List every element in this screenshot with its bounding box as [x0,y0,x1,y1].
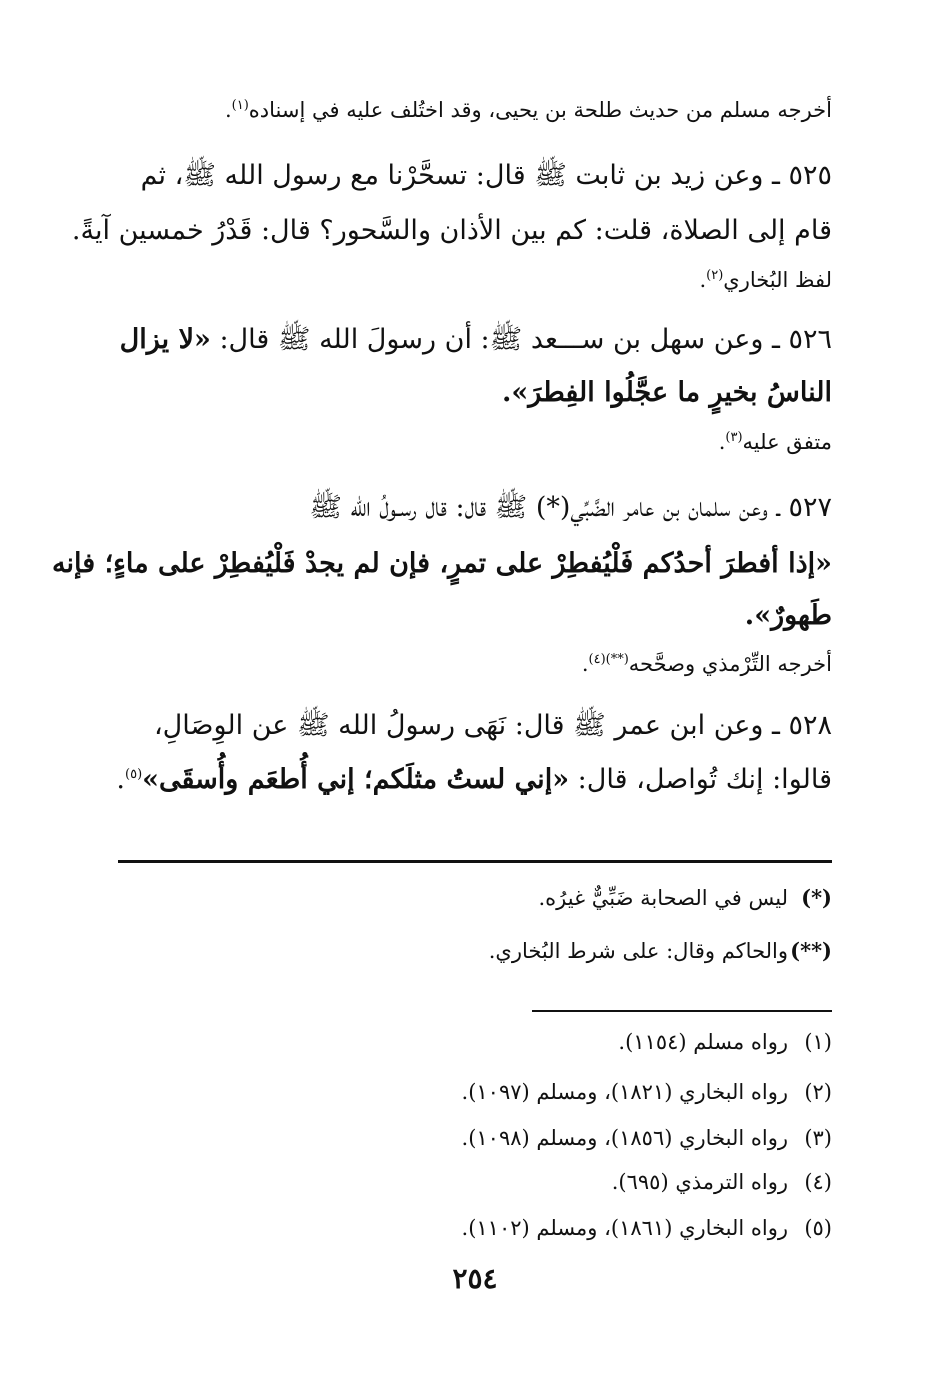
notes-divider [118,860,832,863]
footnote-4: (٤)رواه الترمذي (٦٩٥). [611,1170,832,1194]
page-number: ٢٥٤ [452,1262,498,1295]
footnote-5: (٥)رواه البخاري (١٨٦١)، ومسلم (١١٠٢). [461,1216,832,1240]
footnote-ref: (٢) [706,268,724,283]
hadith-527-line-2: «إذا أفطرَ أحدُكم فَلْيُفطِرْ على تمرٍ، فإن لم يجدْ فَلْيُفطِرْ على ماءٍ؛ فإنه [52,548,832,579]
hadith-527-line-3: طَهورٌ». [744,600,832,631]
hadith-526-line-2: الناسُ بخيرٍ ما عجَّلُوا الفِطرَ». [502,377,832,408]
editor-note: (*)ليس في الصحابة ضَبِّيٌّ غيرُه. [538,885,832,910]
footnote-ref: (٣) [725,430,743,445]
hadith-525-line-2: قام إلى الصلاة، قلت: كم بين الأذان والسَّحور؟ قال: قَدْرُ خمسين آيةً. [71,215,832,246]
footnote-ref: (**)(٤) [588,652,629,667]
footnote-3: (٣)رواه البخاري (١٨٥٦)، ومسلم (١٠٩٨). [461,1126,832,1150]
hadith-526-line-1: ٥٢٦ ـ وعن سهل بن ســـعد ﷺ: أن رسولَ الله ﷺ قال: «لا يزال [119,324,832,355]
footnote-ref: (٥) [125,767,143,782]
hadith-525-source: لفظ البُخاري$^{(٢)}$. [699,268,832,292]
footnote-ref: (١) [231,98,249,113]
footnote-1: (١)رواه مسلم (١١٥٤). [618,1030,832,1054]
footnote-2: (٢)رواه البخاري (١٨٢١)، ومسلم (١٠٩٧). [461,1080,832,1104]
editor-note: (**)والحاكم وقال: على شرط البُخاري. [488,938,832,963]
hadith-528-line-2: قالوا: إنك تُواصل، قال: «إني لستُ مثلَكم؛ إني أُطعَم وأُسقَى»$^{(٥)}$. [116,764,832,795]
hadith-527-source: أخرجه التِّرْمذي وصحَّحه$^{(**)(٤)}$. [581,652,832,676]
hadith-526-source: متفق عليه$^{(٣)}$. [718,430,832,454]
footnotes-divider [532,1010,832,1012]
hadith-528-line-1: ٥٢٨ ـ وعن ابن عمر ﷺ قال: نَهَى رسولُ الله ﷺ عن الوِصَالِ، [153,710,832,741]
intro-line: أخرجه مسلم من حديث طلحة بن يحيى، وقد اختُلف عليه في إسناده$^{(١)}$. [224,98,832,122]
hadith-525-line-1: ٥٢٥ ـ وعن زيد بن ثابت ﷺ قال: تسحَّرْنا مع رسول الله ﷺ، ثم [140,160,832,191]
hadith-527-line-1: ٥٢٧ ـ وعن سلمان بن عامر الضَّبِّي(*) ﷺ قال: قال رسـولُ الله ﷺ [309,492,832,523]
